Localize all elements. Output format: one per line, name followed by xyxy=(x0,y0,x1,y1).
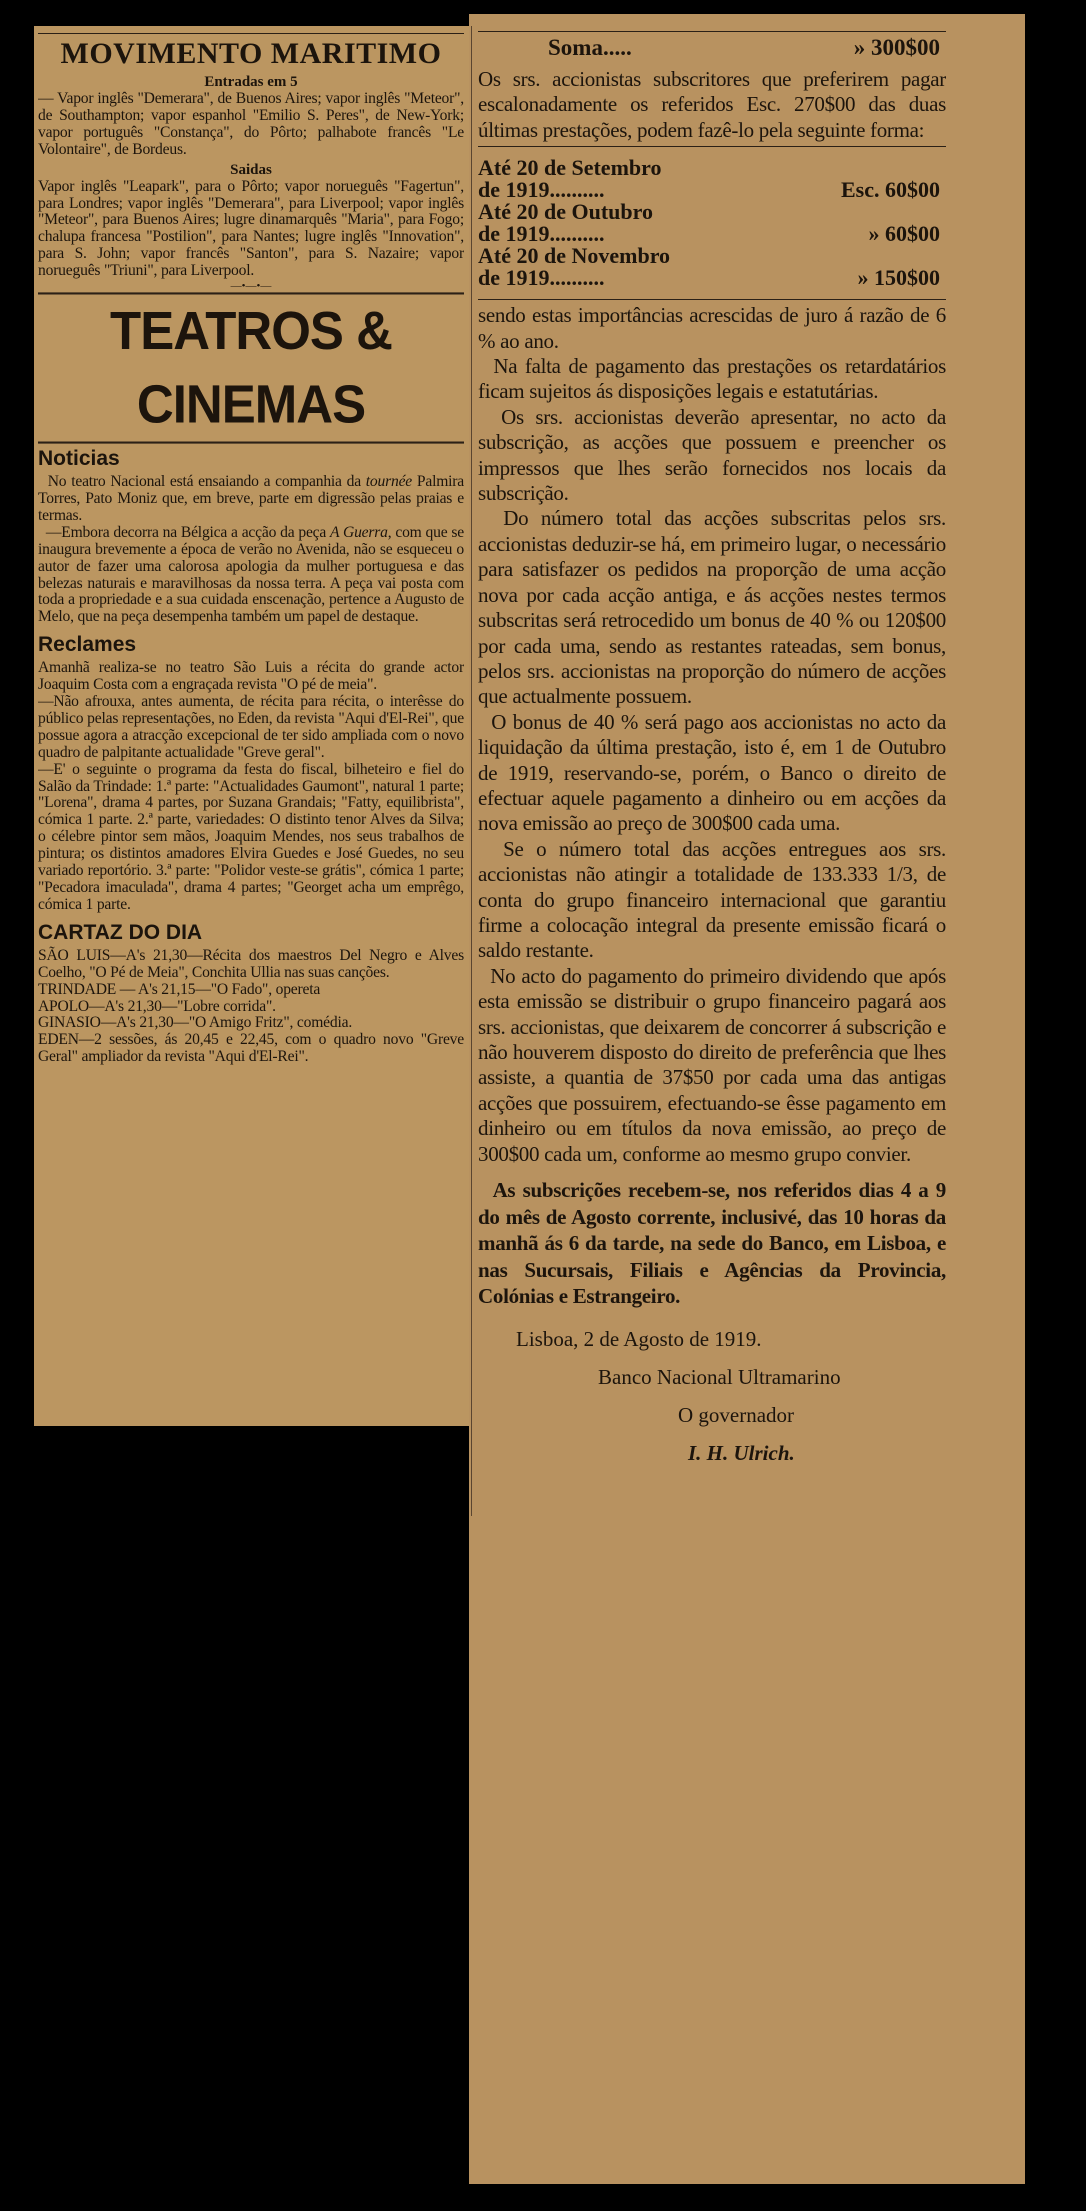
schedule-3-value: » 150$00 xyxy=(857,265,940,291)
place-date: Lisboa, 2 de Agosto de 1919. xyxy=(516,1326,762,1351)
movimento-maritimo-heading: MOVIMENTO MARITIMO xyxy=(60,37,442,70)
schedule-3-label: Até 20 de Novembro xyxy=(478,243,671,269)
signatory-role: O governador xyxy=(678,1402,795,1427)
cartaz-item-eden: EDEN—2 sessões, ás 20,45 e 22,45, com o quadro novo "Greve Geral" ampliador da revista "Aqui d'El-Rei". xyxy=(38,1031,464,1066)
schedule-1-row xyxy=(478,179,946,201)
left-column xyxy=(38,30,464,1422)
paragraph-dividendo: No acto do pagamento do primeiro dividendo que após esta emissão se distribuir o grupo financeiro pagará aos srs. accionistas, que deixarem de concorrer á subscrição e não houverem disposto do direito de preferência que lhes assiste, a quantia de 37$50 por cada uma das antigas acções que possuirem, efectuando-se êsse pagamento em dinheiro ou em títulos da nova emissão, ao preço de 300$00 cada um, conforme ao mesmo grupo convier. xyxy=(478,963,946,1166)
reclames-paragraph-1: Amanhã realiza-se no teatro São Luis a récita do grande actor Joaquim Costa com a engraçada revista "O pé de meia". xyxy=(38,659,464,694)
paragraph-numero-total: Do número total das acções subscritas pelos srs. accionistas deduzir-se há, em primeiro lugar, o necessário para satisfazer os pedidos na proporção de uma acção nova por cada acção antiga, e ás acções nestes termos subscritas será retrocedido um bonus de 40 % ou 120$00 por cada uma, sendo as restantes rateadas, sem bonus, pelos srs. accionistas na proporção do número de acções que actualmente possuem. xyxy=(478,506,946,709)
schedule-3-row xyxy=(478,267,946,289)
saidas-text: Vapor inglês "Leapark", para o Pôrto; vapor norueguês "Fagertun", para Londres; vapor inglês "Demerara", para Liverpool; vapor inglês "Meteor", para Buenos Aires; lugre dinamarquês "Maria", para Fogo; chalupa francesa "Postilion", para Nantes; lugre inglês "Innovation", para S. John; vapor francês "Santon", para S. Nazaire; vapor norueguês "Triuni", para Liverpool. xyxy=(38,177,464,280)
schedule-rule xyxy=(478,146,946,147)
paragraph-bonus: O bonus de 40 % será pago aos accionistas no acto da liquidação da última prestação, isto é, em 1 de Outubro de 1919, reservando-se, porém, o Banco o direito de efectuar aquele pagamento a dinheiro ou em acções da nova emissão ao preço de 300$00 cada uma. xyxy=(478,709,946,836)
top-rule xyxy=(38,33,464,34)
paragraph-falta-pagamento: Na falta de pagamento das prestações os retardatários ficam sujeitos ás disposições legais e estatutárias. xyxy=(478,354,946,404)
right-top-rule xyxy=(478,31,946,32)
schedule-2-year: de 1919.......... xyxy=(478,221,605,247)
saidas-heading: Saidas xyxy=(230,161,272,178)
ornament-divider: —•—•— xyxy=(230,280,272,293)
schedule-3-year: de 1919.......... xyxy=(478,265,605,291)
soma-value: » 300$00 xyxy=(853,35,940,60)
payment-schedule xyxy=(478,157,946,289)
bank-name: Banco Nacional Ultramarino xyxy=(598,1364,841,1389)
noticias-paragraph-1: No teatro Nacional está ensaiando a companhia da tournée Palmira Torres, Pato Moniz que, em breve, parte em digressão pelas praias e termas. xyxy=(38,473,464,524)
cartaz-item-apolo: APOLO—A's 21,30—"Lobre corrida". xyxy=(38,997,276,1015)
teatros-cinemas-heading: TEATROS & CINEMAS xyxy=(38,292,464,443)
soma-label: Soma..... xyxy=(548,35,632,60)
cartaz-item-ginasio: GINASIO—A's 21,30—"O Amigo Fritz", comédia. xyxy=(38,1014,353,1032)
schedule-1-year: de 1919.......... xyxy=(478,177,605,203)
signature-name: I. H. Ulrich. xyxy=(688,1440,795,1465)
reclames-paragraph-2: —Não afrouxa, antes aumenta, de récita para récita, o interêsse do público pelas representações, no Eden, da revista "Aqui d'El-Rei", que possue agora a atracção excepcional de ter sido ampliada com o novo quadro de palpitante actualidade "Greve geral". xyxy=(38,693,464,761)
schedule-2-row xyxy=(478,223,946,245)
cartaz-heading: CARTAZ DO DIA xyxy=(38,920,203,944)
cartaz-item-trindade: TRINDADE — A's 21,15—"O Fado", opereta xyxy=(38,980,321,998)
paragraph-saldo-restante: Se o número total das acções entregues aos srs. accionistas não atingir a totalidade de 133.333 1/3, de conta do grupo financeiro internacional que garantiu firme a colocação integral da presente emissão ficará o saldo restante. xyxy=(478,836,946,963)
schedule-1-label: Até 20 de Setembro xyxy=(478,155,662,181)
schedule-1-value: Esc. 60$00 xyxy=(841,177,940,203)
entradas-heading: Entradas em 5 xyxy=(204,74,298,90)
soma-line xyxy=(478,35,946,61)
intro-paragraph: Os srs. accionistas subscritores que preferirem pagar escalonadamente os referidos Esc. 270$00 das duas últimas prestações, podem fazê-lo pela seguinte forma: xyxy=(478,67,946,142)
reclames-heading: Reclames xyxy=(38,633,137,657)
cartaz-item-sao-luis: SÃO LUIS—A's 21,30—Récita dos maestros Del Negro e Alves Coelho, "O Pé de Meia", Conchita Ullia nas suas canções. xyxy=(38,946,464,981)
schedule-2-value: » 60$00 xyxy=(868,221,940,247)
paragraph-juro: sendo estas importâncias acrescidas de juro á razão de 6 % ao ano. xyxy=(478,303,946,353)
noticias-paragraph-2: —Embora decorra na Bélgica a acção da peça A Guerra, com que se inaugura brevemente a época de verão no Avenida, não se esqueceu o autor de fazer uma calorosa apologia da mulher portuguesa e das belezas naturais e maravilhosas da nossa terra. A peça vai posta com toda a propriedade e a sua cuidada enscenação, pertence a Augusto de Melo, que na peça desempenha também um papel de destaque. xyxy=(38,523,464,626)
entradas-text: — Vapor inglês "Demerara", de Buenos Aires; vapor inglês "Meteor", de Southampton; vapor espanhol "Emilio S. Peres", de New-York; vapor português "Constança", do Pôrto; palhabote francês "Le Volontaire", de Bordeus. xyxy=(38,90,464,158)
schedule-bottom-rule xyxy=(478,299,946,300)
column-divider xyxy=(471,26,472,1516)
paragraph-apresentar-accoes: Os srs. accionistas deverão apresentar, no acto da subscrição, as acções que possuem e preencher os impressos que lhes serão fornecidos nos locais da subscrição. xyxy=(478,404,946,506)
noticias-heading: Noticias xyxy=(38,447,120,471)
paragraph-subscricoes: As subscrições recebem-se, nos referidos dias 4 a 9 do mês de Agosto corrente, inclusivé, das 10 horas da manhã ás 6 da tarde, na sede do Banco, em Lisboa, e nas Sucursais, Filiais e Agências da Provincia, Colónias e Estrangeiro. xyxy=(478,1178,946,1309)
schedule-2-label: Até 20 de Outubro xyxy=(478,199,653,225)
right-column xyxy=(478,28,946,2018)
reclames-paragraph-3: —E' o seguinte o programa da festa do fiscal, bilheteiro e fiel do Salão da Trindade: 1.ª parte: "Actualidades Gaumont", natural 1 parte; "Lorena", drama 4 partes, por Suzana Grandais; "Fatty, equilibrista", cómica 1 parte. 2.ª parte, variedades: O distinto tenor Alves da Silva; o célebre pintor sem mãos, Joaquim Mendes, nos seus trabalhos de pintura; os distintos amadores Elvira Guedes e José Guedes, no seu variado reportório. 3.ª parte: "Polidor veste-se grátis", cómica 1 parte; "Pecadora imaculada", drama 4 partes; "Georget acha um emprêgo, cómica 1 parte. xyxy=(38,760,464,913)
